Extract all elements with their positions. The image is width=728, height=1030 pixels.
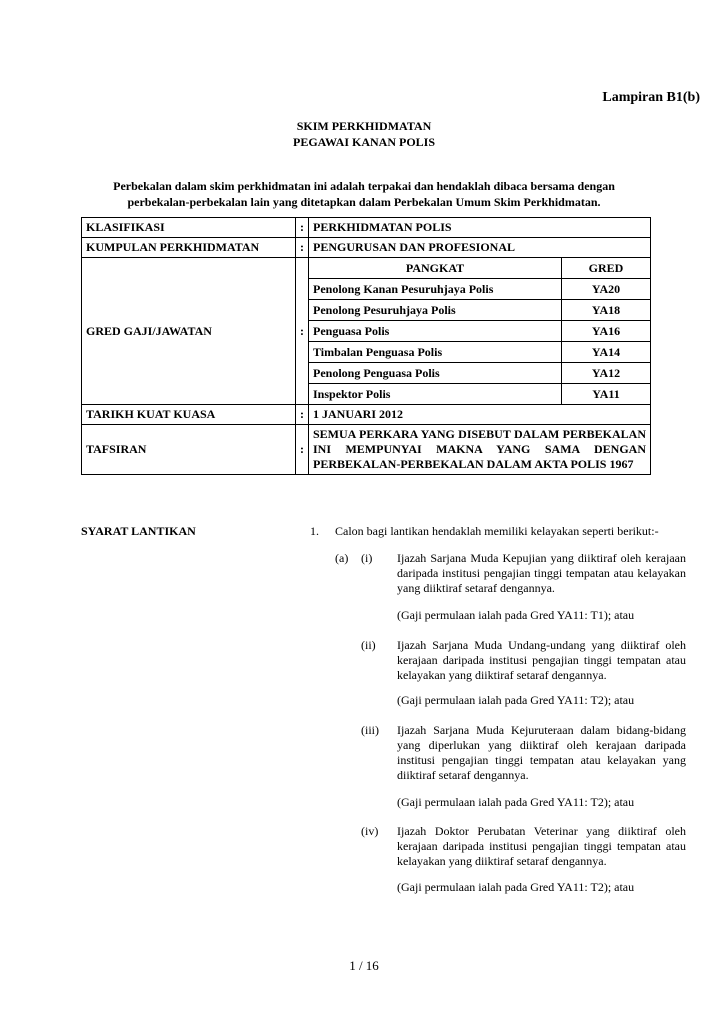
rank-table-cell xyxy=(309,258,651,405)
rank-name: Inspektor Polis xyxy=(313,386,391,401)
rank-row xyxy=(309,279,650,300)
syarat-lantikan-label: SYARAT LANTIKAN xyxy=(81,524,196,538)
rank-name: Penolong Pesuruhjaya Polis xyxy=(309,300,562,321)
colon: : xyxy=(296,405,309,425)
rank-table xyxy=(309,258,650,404)
colon: : xyxy=(296,238,309,258)
document-title-line1: SKIM PERKHIDMATAN xyxy=(296,119,432,133)
klasifikasi-label: KLASIFIKASI xyxy=(82,218,296,238)
colon: : xyxy=(296,425,309,475)
sub-clause-a: (a) xyxy=(335,551,349,565)
kumpulan-value: PENGURUSAN DAN PROFESIONAL xyxy=(309,238,651,258)
tarikh-label: TARIKH KUAT KUASA xyxy=(82,405,296,425)
gred-label: GRED GAJI/JAWATAN xyxy=(82,258,296,405)
klasifikasi-value: PERKHIDMATAN POLIS xyxy=(309,218,651,238)
gred-header: GRED xyxy=(562,258,651,279)
scheme-table xyxy=(81,217,651,475)
rank-name: Penolong Kanan Pesuruhjaya Polis xyxy=(309,279,562,300)
rank-grade: YA20 xyxy=(562,279,651,300)
rank-name: Penguasa Polis xyxy=(309,321,562,342)
tarikh-value: 1 JANUARI 2012 xyxy=(309,405,651,425)
rank-grade: YA18 xyxy=(562,300,651,321)
document-title-line2: PEGAWAI KANAN POLIS xyxy=(292,135,436,149)
rank-row xyxy=(309,342,650,363)
rank-grade: YA14 xyxy=(562,342,651,363)
item-number: (ii) xyxy=(361,638,376,652)
rank-row xyxy=(309,363,650,384)
clause-number: 1. xyxy=(310,524,319,538)
rank-name: Penolong Penguasa Polis xyxy=(309,363,562,384)
colon: : xyxy=(296,258,309,405)
rank-name: Timbalan Penguasa Polis xyxy=(309,342,562,363)
clause-text: Calon bagi lantikan hendaklah memiliki kelayakan seperti berikut:- xyxy=(335,524,659,538)
tafsiran-value: SEMUA PERKARA YANG DISEBUT DALAM PERBEKALAN INI MEMPUNYAI MAKNA YANG SAMA DENGAN PERBEKALAN-PERBEKALAN DALAM AKTA POLIS 1967 xyxy=(309,425,651,475)
rank-row xyxy=(309,300,650,321)
page-number: 1 / 16 xyxy=(349,958,379,973)
item-text: Ijazah Sarjana Muda Kepujian yang diiktiraf oleh kerajaan daripada institusi pengajian tinggi tempatan atau kelayakan yang diiktiraf setaraf dengannya. xyxy=(397,551,686,595)
item-text: Ijazah Doktor Perubatan Veterinar yang diiktiraf oleh kerajaan daripada institusi pengajian tinggi tempatan atau kelayakan yang diiktiraf setaraf dengannya. xyxy=(397,824,686,868)
item-salary: (Gaji permulaan ialah pada Gred YA11: T2); atau xyxy=(397,693,635,707)
rank-row xyxy=(309,321,650,342)
item-text: Ijazah Sarjana Muda Kejuruteraan dalam bidang-bidang yang diperlukan yang diiktiraf oleh kerajaan daripada institusi pengajian tinggi tempatan atau kelayakan yang diiktiraf setaraf dengannya. xyxy=(397,723,686,782)
item-number: (iv) xyxy=(361,824,379,838)
kumpulan-label: KUMPULAN PERKHIDMATAN xyxy=(82,238,296,258)
rank-grade: YA11 xyxy=(562,384,651,405)
colon: : xyxy=(296,218,309,238)
item-text: Ijazah Sarjana Muda Undang-undang yang diiktiraf oleh kerajaan daripada institusi pengajian tinggi tempatan atau kelayakan yang diiktiraf setaraf dengannya. xyxy=(397,638,686,682)
rank-grade: YA16 xyxy=(562,321,651,342)
item-salary: (Gaji permulaan ialah pada Gred YA11: T2); atau xyxy=(397,880,635,894)
rank-row xyxy=(309,384,650,405)
item-salary: (Gaji permulaan ialah pada Gred YA11: T1); atau xyxy=(397,608,635,622)
tafsiran-label: TAFSIRAN xyxy=(82,425,296,475)
intro-paragraph: Perbekalan dalam skim perkhidmatan ini adalah terpakai dan hendaklah dibaca bersama dengan perbekalan-perbekalan lain yang ditetapkan dalam Perbekalan Umum Skim Perkhidmatan. xyxy=(113,179,615,209)
rank-grade: YA12 xyxy=(562,363,651,384)
annex-label: Lampiran B1(b) xyxy=(602,90,700,105)
item-salary: (Gaji permulaan ialah pada Gred YA11: T2); atau xyxy=(397,795,635,809)
item-number: (iii) xyxy=(361,723,379,737)
pangkat-header: PANGKAT xyxy=(309,258,562,279)
item-number: (i) xyxy=(361,551,373,565)
